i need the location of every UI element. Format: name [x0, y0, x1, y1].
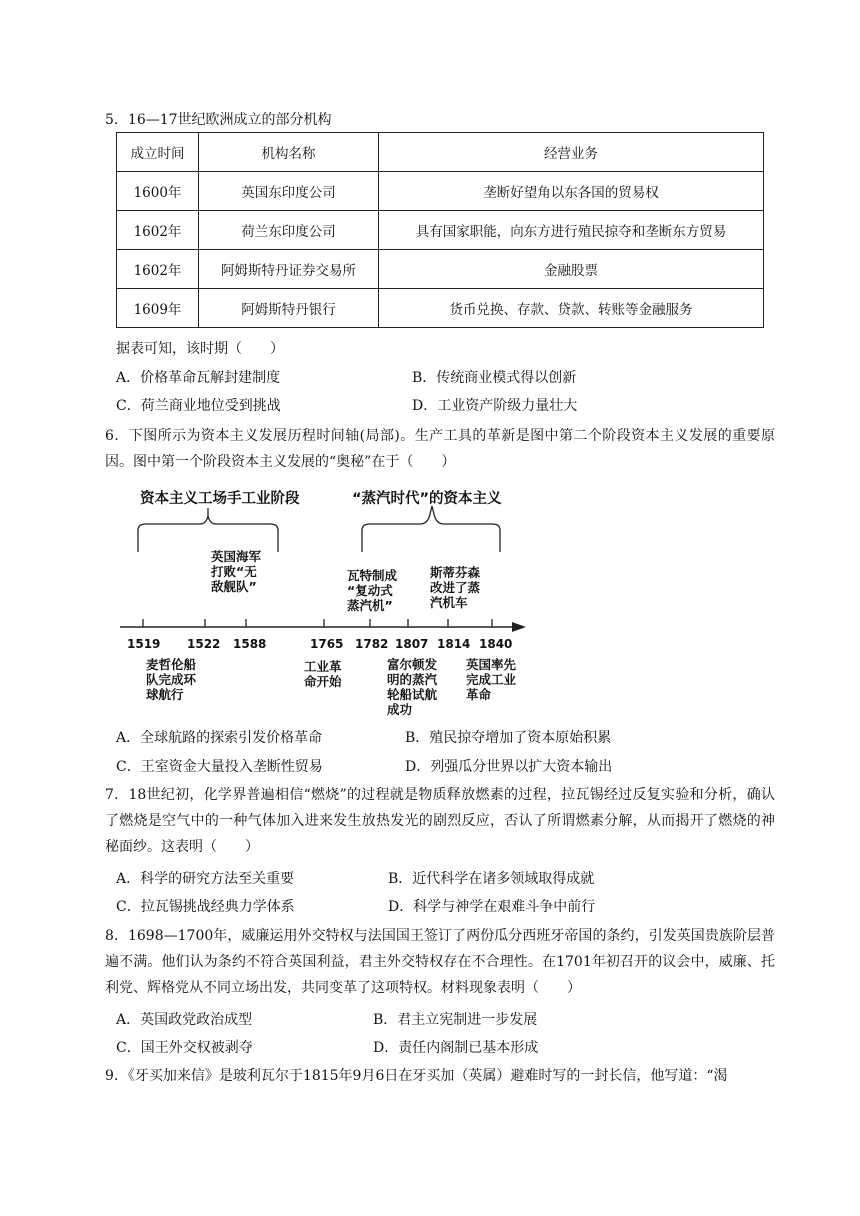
q8-option-c[interactable]: C．国王外交权被剥夺	[116, 1040, 253, 1056]
q7-option-a[interactable]: A．科学的研究方法至关重要	[116, 871, 295, 887]
event-1807: 富尔顿发 明的蒸汽 轮船试航 成功	[387, 657, 438, 717]
year-1840: 1840	[479, 637, 513, 651]
q5-option-a[interactable]: A．价格革命瓦解封建制度	[116, 370, 281, 386]
stage2-title: “蒸汽时代”的资本主义	[352, 491, 502, 507]
q8-option-d[interactable]: D．责任内阁制已基本形成	[373, 1040, 539, 1056]
stage1-brace	[138, 508, 278, 552]
timeline-arrow	[512, 622, 526, 632]
event-1840: 英国率先 完成工业 革命	[466, 657, 517, 702]
q7-option-c[interactable]: C．拉瓦锡挑战经典力学体系	[116, 899, 295, 915]
q5-option-b[interactable]: B．传统商业模式得以创新	[412, 370, 577, 386]
table-header: 机构名称	[199, 133, 379, 172]
q5-prompt: 据表可知，该时期（ ）	[116, 341, 284, 357]
q6-stem: 6．下图所示为资本主义发展历程时间轴(局部)。生产工具的革新是图中第二个阶段资本主义发展的重要原因。图中第一个阶段资本主义发展的“奥秘”在于（ ）	[105, 428, 775, 470]
table-cell: 1602年	[117, 211, 199, 250]
year-1814: 1814	[437, 637, 471, 651]
q8-option-a[interactable]: A．英国政党政治成型	[116, 1012, 253, 1028]
q8-option-b[interactable]: B．君主立宪制进一步发展	[373, 1012, 538, 1028]
q5-stem: 5．16—17世纪欧洲成立的部分机构	[105, 112, 332, 128]
table-cell: 金融股票	[379, 250, 764, 289]
q9-stem: 9．《牙买加来信》是玻利瓦尔于1815年9月6日在牙买加（英属）避难时写的一封长信，他写道：“渴	[105, 1068, 728, 1084]
table-cell: 英国东印度公司	[199, 172, 379, 211]
year-1807: 1807	[395, 637, 429, 651]
year-1782: 1782	[355, 637, 389, 651]
table-cell: 货币兑换、存款、贷款、转账等金融服务	[379, 289, 764, 328]
table-cell: 1609年	[117, 289, 199, 328]
q6-option-b[interactable]: B．殖民掠夺增加了资本原始积累	[405, 730, 612, 746]
q5-option-c[interactable]: C．荷兰商业地位受到挑战	[116, 398, 281, 414]
q7-option-b[interactable]: B．近代科学在诸多领域取得成就	[388, 871, 595, 887]
year-1588: 1588	[233, 637, 267, 651]
year-1522: 1522	[187, 637, 221, 651]
event-1519: 麦哲伦船 队完成环 球航行	[146, 657, 197, 702]
table-cell: 1602年	[117, 250, 199, 289]
event-1588: 英国海军 打败“无 敌舰队”	[211, 549, 262, 594]
table-cell: 阿姆斯特丹证券交易所	[199, 250, 379, 289]
table-cell: 垄断好望角以东各国的贸易权	[379, 172, 764, 211]
q7-stem: 7．18世纪初，化学界普遍相信“燃烧”的过程就是物质释放燃素的过程，拉瓦锡经过反复实验和分析，确认了燃烧是空气中的一种气体加入进来发生放热发光的剧烈反应，否认了所谓燃素分解，从而揭开了燃烧的神秘面纱。这表明（ ）	[105, 787, 775, 855]
table-cell: 荷兰东印度公司	[199, 211, 379, 250]
q6-option-c[interactable]: C．王室资金大量投入垄断性贸易	[116, 759, 323, 775]
table-header: 成立时间	[117, 133, 199, 172]
year-1765: 1765	[310, 637, 344, 651]
q5-option-d[interactable]: D．工业资产阶级力量壮大	[412, 398, 578, 414]
event-1782: 瓦特制成 “复动式 蒸汽机”	[347, 568, 398, 613]
q8-stem: 8．1698—1700年，威廉运用外交特权与法国国王签订了两份瓜分西班牙帝国的条约，引发英国贵族阶层普遍不满。他们认为条约不符合英国利益，君主外交特权存在不合理性。在1701年初召开的议会中，威廉、托利党、辉格党从不同立场出发，共同变革了这项特权。材料现象表明（ ）	[105, 928, 775, 996]
stage1-title: 资本主义工场手工业阶段	[140, 491, 300, 507]
q7-option-d[interactable]: D．科学与神学在艰难斗争中前行	[388, 899, 596, 915]
year-1519: 1519	[127, 637, 161, 651]
event-1765: 工业革 命开始	[304, 659, 342, 689]
table-cell: 1600年	[117, 172, 199, 211]
q6-option-d[interactable]: D．列强瓜分世界以扩大资本输出	[405, 759, 613, 775]
table-cell: 具有国家职能，向东方进行殖民掠夺和垄断东方贸易	[379, 211, 764, 250]
stage2-brace	[362, 506, 500, 552]
q6-option-a[interactable]: A．全球航路的探索引发价格革命	[116, 730, 323, 746]
event-1814: 斯蒂芬森 改进了蒸 汽机车	[430, 565, 481, 610]
table-header: 经营业务	[379, 133, 764, 172]
table-cell: 阿姆斯特丹银行	[199, 289, 379, 328]
